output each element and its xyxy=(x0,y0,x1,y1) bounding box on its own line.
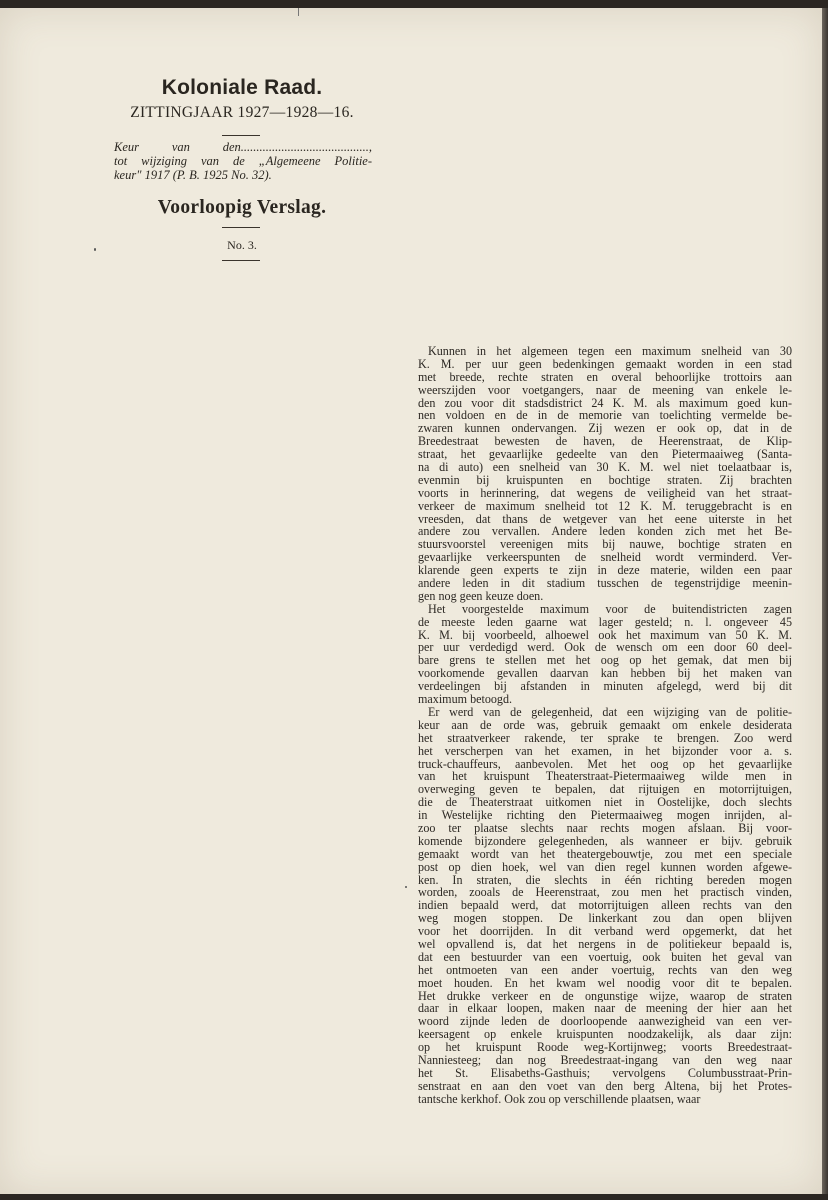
text-line: met breede, rechte straten en overal behoorlijke trottoirs aan xyxy=(418,370,792,384)
ordinance-reference xyxy=(114,140,372,182)
divider xyxy=(222,135,260,136)
margin-mark xyxy=(298,8,299,16)
ordinance-line: tot wijziging van de „Algemeene Politie- xyxy=(114,154,372,168)
text-line: weerszijden voor voetgangers, naar de meening van enkele le- xyxy=(418,383,792,397)
ordinance-line: Keur van den........................................., xyxy=(114,140,372,154)
body-text xyxy=(418,345,792,1106)
text-line: zwaren kunnen ondervangen. Zij wezen er ook op, dat in de xyxy=(418,422,792,436)
text-line: bare grens te stellen met het oog op het gemak, dat men bij xyxy=(418,654,792,668)
text-line: op het kruispunt Roode weg-Kortijnweg; voorts Breedestraat- xyxy=(418,1041,792,1054)
document-number: No. 3. xyxy=(227,238,257,252)
text-line: Het voorgestelde maximum voor de buitendistricten zagen xyxy=(428,602,792,616)
paper-speck xyxy=(94,248,96,251)
text-line: keur aan de orde was, gebruik gemaakt om enkele desiderata xyxy=(418,718,792,732)
text-line: andere zou vervallen. Andere leden konden zich met het Be- xyxy=(418,525,792,539)
text-line: voorts in herinnering, dat wegens de veiligheid van het straat- xyxy=(418,486,792,500)
text-line: straat, het gevaarlijke gedeelte van den Pietermaaiweg (Santa- xyxy=(418,448,792,462)
text-line: het St. Elisabeths-Gasthuis; vervolgens Columbusstraat-Prin- xyxy=(418,1066,792,1080)
text-line: ken. In straten, die slechts in één richting bereden mogen xyxy=(418,873,792,887)
text-line: het verscherpen van het examen, in het bijzonder voor a. s. xyxy=(418,744,792,758)
text-line: het ontmoeten van een ander voertuig, rechts van den weg xyxy=(418,963,792,977)
text-line: nen voldoen en de in de memorie van toelichting vermelde be- xyxy=(418,409,792,423)
page-edge xyxy=(822,8,828,1194)
text-line: Er werd van de gelegenheid, dat een wijziging van de politie- xyxy=(428,705,792,719)
text-line: daar in elkaar loopen, maken naar de meening der hier aan het xyxy=(418,1002,792,1016)
session-year: ZITTINGJAAR 1927—1928—16. xyxy=(130,104,354,121)
text-line: verkeer de maximum snelheid tot 12 K. M. teruggebracht is en xyxy=(418,499,792,513)
ordinance-line: keur" 1917 (P. B. 1925 No. 32). xyxy=(114,168,272,182)
report-title: Voorloopig Verslag. xyxy=(157,197,327,218)
text-line: Het drukke verkeer en de ongunstige wijze, waarop de straten xyxy=(418,989,792,1003)
text-line: voor het doorrijden. In dit verband werd opgemerkt, dat het xyxy=(418,925,792,938)
text-line: post op dien hoek, wel van dien regel kunnen worden afgewe- xyxy=(418,860,792,874)
text-line: verdeelingen bij afstanden in minuten afgelegd, werd bij dit xyxy=(418,680,792,694)
text-line: vreesden, dat thans de wetgever van het eene uiterste in het xyxy=(418,512,792,526)
text-line: Nanniesteeg; dan nog Breedestraat-ingang van den weg naar xyxy=(418,1053,792,1067)
text-line: gemaakt wordt van het theatergebouwtje, zou met een speciale xyxy=(418,847,792,861)
document-page xyxy=(0,8,822,1194)
text-line: zoo ter plaatse slechts naar rechts mogen afslaan. Bij voor- xyxy=(418,821,792,835)
text-line: gen nog geen keuze doen. xyxy=(418,589,544,603)
text-line: de meeste leden gaarne wat lager gesteld; n. l. ongeveer 45 xyxy=(418,615,792,629)
text-line: wel opvallend is, dat het nergens in de politiekeur bepaald is, xyxy=(418,937,792,951)
text-line: tantsche kerkhof. Ook zou op verschillende plaatsen, waar xyxy=(418,1092,701,1106)
text-line: die de Theaterstraat uitkomen niet in Oostelijke, doch slechts xyxy=(418,796,792,810)
text-line: dat een bestuurder van een voertuig, ook buiten het geval van xyxy=(418,950,792,964)
text-line: Breedestraat bewesten de haven, de Heerenstraat, de Klip- xyxy=(418,435,792,449)
text-line: gevaarlijke verkeerspunten de snelheid wordt verminderd. Ver- xyxy=(418,551,792,565)
text-line: voorkomende gevallen daarvan kan hebben bij het maken van xyxy=(418,667,792,681)
text-line: moet houden. En het kwam wel noodig voor dit te bepalen. xyxy=(418,976,792,990)
text-line: stuursvoorstel vereenigen mits bij nauwe, bochtige straten en xyxy=(418,538,792,552)
text-line: van het kruispunt Theaterstraat-Pietermaaiweg wilde men in xyxy=(418,770,792,784)
text-line: klarende geen experts te zijn in deze materie, wilden een paar xyxy=(418,564,792,578)
text-line: overweging geven te bepalen, dat rijtuigen en motorrijtuigen, xyxy=(418,783,792,797)
text-line: truck-chauffeurs, aanbevolen. Met het oog op het gevaarlijke xyxy=(418,757,792,771)
text-line: Kunnen in het algemeen tegen een maximum snelheid van 30 xyxy=(428,345,792,358)
text-line: senstraat en aan den voet van den berg Altena, bij het Protes- xyxy=(418,1079,792,1093)
text-line: den zou voor dit stadsdistrict 24 K. M. als maximum goed kun- xyxy=(418,396,792,410)
text-line: K. M. bij voorbeeld, alhoewel ook het maximum van 50 K. M. xyxy=(418,628,792,642)
council-title: Koloniale Raad. xyxy=(161,76,323,99)
text-line: K. M. per uur geen bedenkingen gemaakt worden in een stad xyxy=(418,357,792,371)
text-line: woord zijnde leden de doorloopende aanwezigheid van een ver- xyxy=(418,1015,792,1029)
text-line: per uur verdedigd werd. Ook de wensch om een door 60 deel- xyxy=(418,641,792,655)
text-line: komende bijzondere gelegenheden, als wanneer er bijv. gebruik xyxy=(418,834,792,848)
text-line: evenmin bij kruispunten en bochtige straten. Zij brachten xyxy=(418,473,792,487)
paper-speck xyxy=(405,886,407,888)
text-line: andere leden in dit stadium tusschen de tegenstrijdige meenin- xyxy=(418,577,792,590)
text-line: indien bepaald werd, dat motorrijtuigen alleen rechts van den xyxy=(418,899,792,913)
divider xyxy=(222,227,260,228)
divider xyxy=(222,260,260,261)
text-line: keersagent op enkele kruispunten noodzakelijk, als daar zijn: xyxy=(418,1028,792,1042)
text-line: in Westelijke richting den Pietermaaiweg mogen inrijden, al- xyxy=(418,809,792,822)
text-line: maximum betoogd. xyxy=(418,693,513,706)
text-line: worden, zooals de Heerenstraat, zou men het practisch vinden, xyxy=(418,886,792,900)
text-line: na di auto) een snelheid van 30 K. M. wel niet toelaatbaar is, xyxy=(418,461,792,474)
text-line: weg mogen stoppen. De linkerkant zou dan open blijven xyxy=(418,912,792,926)
text-line: het straatverkeer rakende, ter sprake te brengen. Zoo werd xyxy=(418,731,792,745)
